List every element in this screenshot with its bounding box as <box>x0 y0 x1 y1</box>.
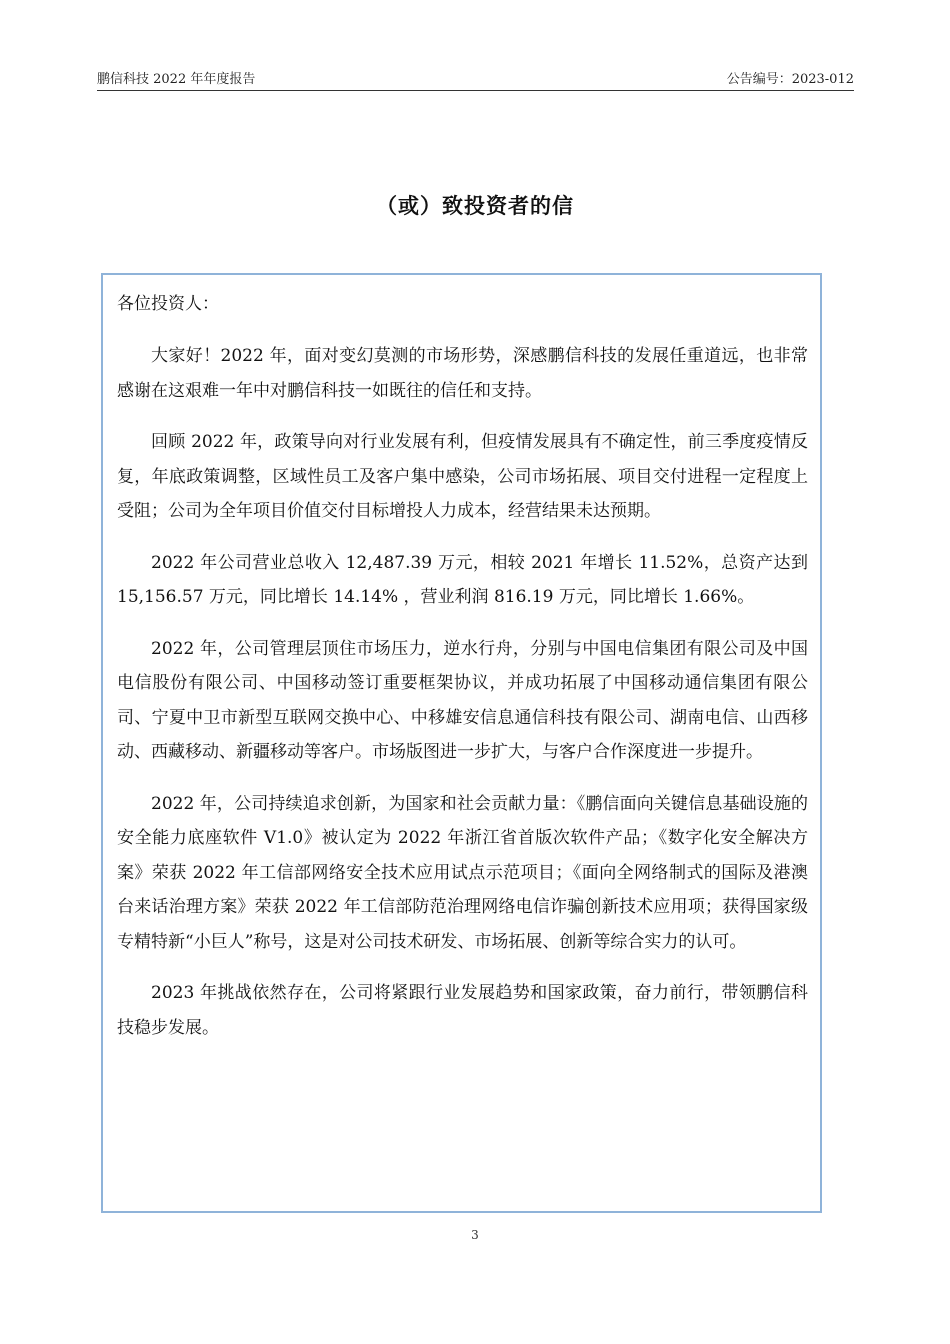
section-title: （或）致投资者的信 <box>376 194 574 218</box>
announcement-number: 公告编号：2023-012 <box>726 72 854 87</box>
letter-paragraph: 2022 年，公司持续追求创新，为国家和社会贡献力量：《鹏信面向关键信息基础设施的安全能力底座软件 V1.0》被认定为 2022 年浙江省首版次软件产品；《数字化安全解决方案》荣获 2022 年工信部网络安全技术应用试点示范项目；《面向全网络制式的国际及港澳台来话治理方案》荣获 2022 年工信部防范治理网络电信诈骗创新技术应用项；获得国家级专精特新“小巨人”称号，这是对公司技术研发、市场拓展、创新等综合实力的认可。 <box>117 793 808 952</box>
letter-paragraph: 2022 年公司营业总收入 12,487.39 万元，相较 2021 年增长 11.52%，总资产达到 15,156.57 万元，同比增长 14.14% ，营业利润 816.19 万元，同比增长 1.66%。 <box>117 552 808 607</box>
report-title: 鹏信科技 2022 年年度报告 <box>97 72 256 87</box>
letter-paragraph: 回顾 2022 年，政策导向对行业发展有利，但疫情发展具有不确定性，前三季度疫情反复，年底政策调整，区域性员工及客户集中感染，公司市场拓展、项目交付进程一定程度上受阻；公司为全年项目价值交付目标增投人力成本，经营结果未达预期。 <box>117 432 808 521</box>
letter-paragraph: 2022 年，公司管理层顶住市场压力，逆水行舟，分别与中国电信集团有限公司及中国电信股份有限公司、中国移动签订重要框架协议，并成功拓展了中国移动通信集团有限公司、宁夏中卫市新型互联网交换中心、中移雄安信息通信科技有限公司、湖南电信、山西移动、西藏移动、新疆移动等客户。市场版图进一步扩大，与客户合作深度进一步提升。 <box>117 638 808 762</box>
page-header <box>97 66 854 91</box>
letter-salutation: 各位投资人： <box>117 294 219 314</box>
letter-box <box>101 273 822 1213</box>
letter-paragraph: 2023 年挑战依然存在，公司将紧跟行业发展趋势和国家政策，奋力前行，带领鹏信科技稳步发展。 <box>117 983 808 1038</box>
page-number: 3 <box>471 1228 479 1242</box>
letter-paragraph: 大家好！2022 年，面对变幻莫测的市场形势，深感鹏信科技的发展任重道远，也非常感谢在这艰难一年中对鹏信科技一如既往的信任和支持。 <box>117 346 808 401</box>
